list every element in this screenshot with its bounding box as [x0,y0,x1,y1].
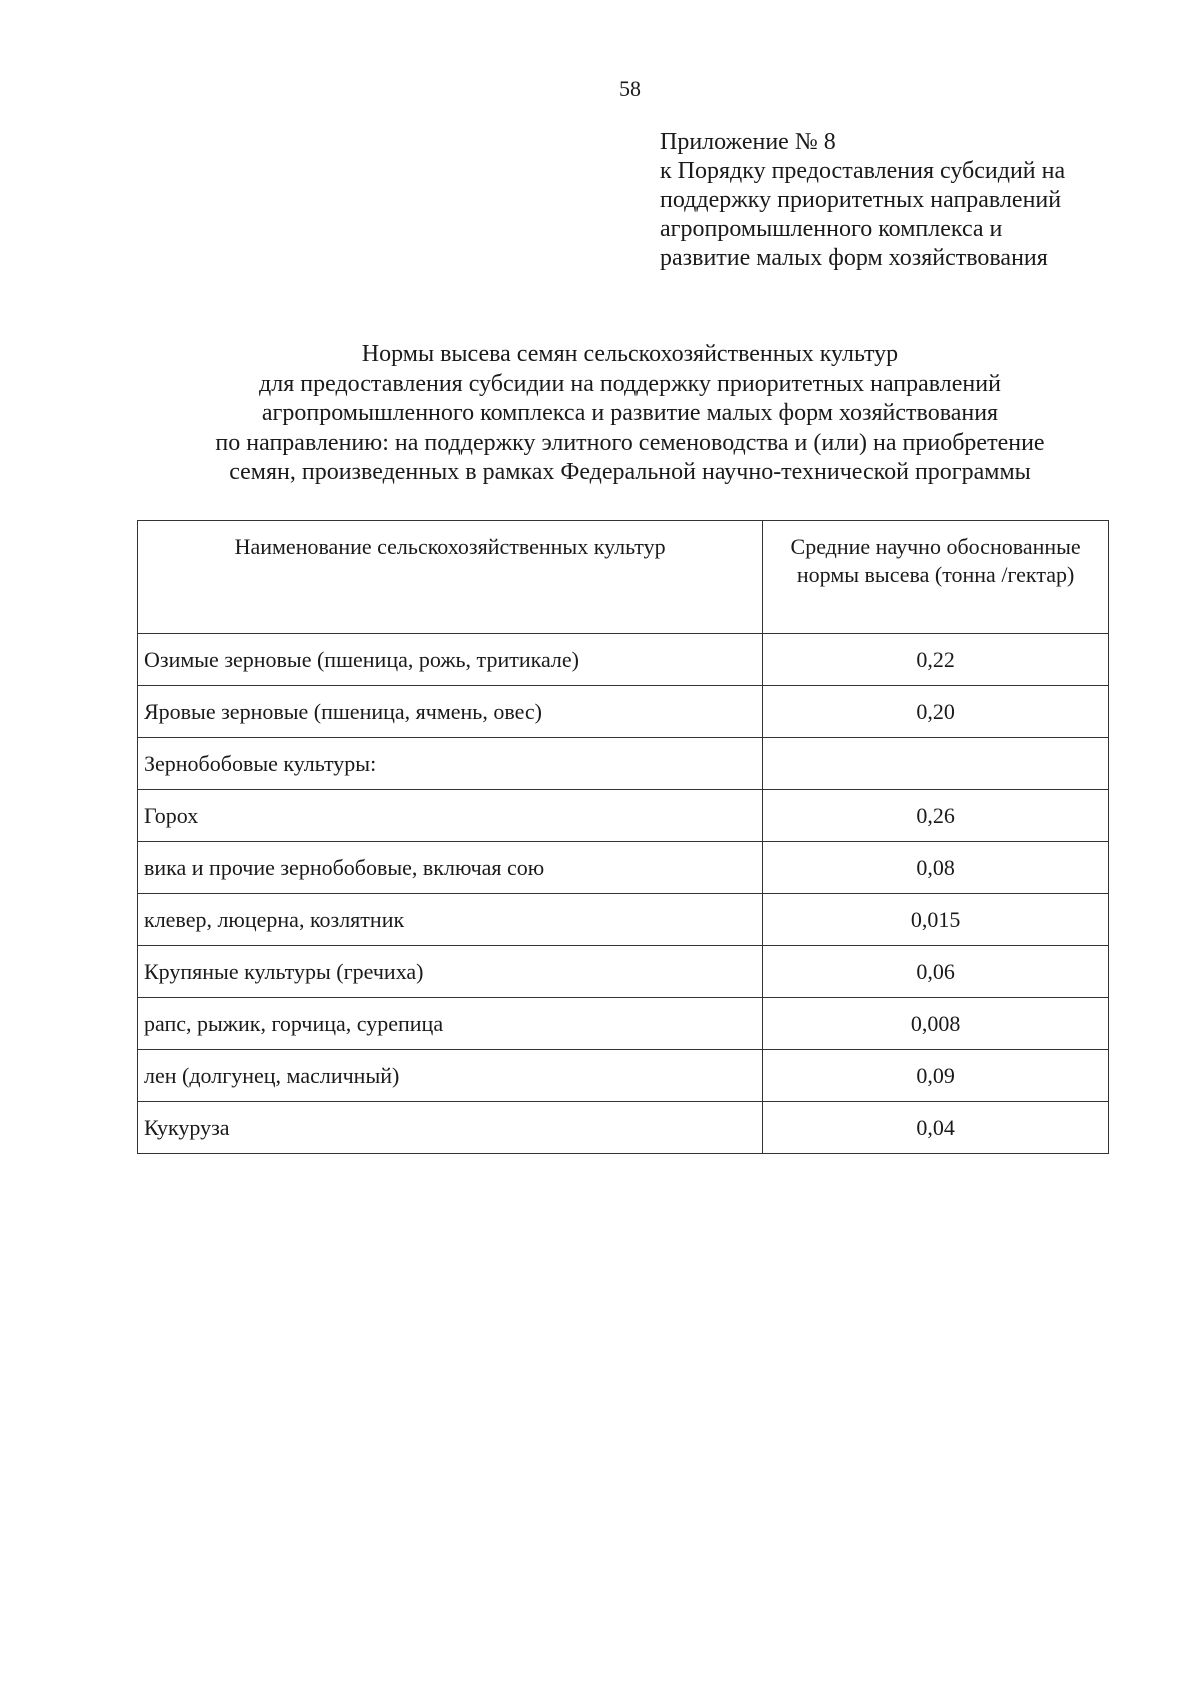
title-line: для предоставления субсидии на поддержку приоритетных направлений [259,370,1001,397]
table-row [138,1102,1109,1154]
norm-value-cell: 0,26 [763,790,1109,842]
table-row [138,738,1109,790]
norm-value-cell: 0,22 [763,634,1109,686]
crop-name-cell: рапс, рыжик, горчица, сурепица [138,998,763,1050]
header-crop-name [138,521,763,634]
appendix-line: к Порядку предоставления субсидий на [660,158,1066,184]
title-line: Нормы высева семян сельскохозяйственных культур [361,341,899,367]
norm-value-cell: 0,06 [763,946,1109,998]
crop-name-cell: Озимые зерновые (пшеница, рожь, тритикале) [138,634,763,686]
norm-value-cell [763,738,1109,790]
crop-name-cell: Горох [138,790,763,842]
appendix-line: агропромышленного комплекса и [660,216,1003,242]
table-row [138,790,1109,842]
table-row [138,634,1109,686]
header-crop-name-text: Наименование сельскохозяйственных культур [234,534,666,559]
crop-name-cell: Яровые зерновые (пшеница, ячмень, овес) [138,686,763,738]
title-line: по направлению: на поддержку элитного семеноводства и (или) на приобретение [215,429,1045,456]
crop-name-cell: вика и прочие зернобобовые, включая сою [138,842,763,894]
crop-name-cell: лен (долгунец, масличный) [138,1050,763,1102]
header-norm-line: нормы высева (тонна /гектар) [796,562,1075,587]
crop-name-cell: Кукуруза [138,1102,763,1154]
norm-value-cell: 0,09 [763,1050,1109,1102]
seeding-norms-table [137,520,1109,1154]
title-line: агропромышленного комплекса и развитие малых форм хозяйствования [261,400,999,426]
norm-value-cell: 0,20 [763,686,1109,738]
appendix-reference [660,128,1130,273]
norm-value-cell: 0,04 [763,1102,1109,1154]
norm-value-cell: 0,08 [763,842,1109,894]
table-row [138,686,1109,738]
crop-name-cell: клевер, люцерна, козлятник [138,894,763,946]
crop-name-cell: Зернобобовые культуры: [138,738,763,790]
table-row [138,998,1109,1050]
norm-value-cell: 0,008 [763,998,1109,1050]
table-header-row [138,521,1109,634]
appendix-line: Приложение № 8 [660,129,836,155]
header-seeding-norm [763,521,1109,634]
header-norm-line: Средние научно обоснованные [790,534,1081,559]
norm-value-cell: 0,015 [763,894,1109,946]
document-title [130,340,1130,488]
title-line: семян, произведенных в рамках Федеральной научно-технической программы [229,459,1031,485]
appendix-line: развитие малых форм хозяйствования [660,245,1048,271]
table-row [138,894,1109,946]
table-row [138,946,1109,998]
page-number: 58 [619,76,641,101]
crop-name-cell: Крупяные культуры (гречиха) [138,946,763,998]
appendix-line: поддержку приоритетных направлений [660,187,1062,213]
table-row [138,1050,1109,1102]
table-row [138,842,1109,894]
